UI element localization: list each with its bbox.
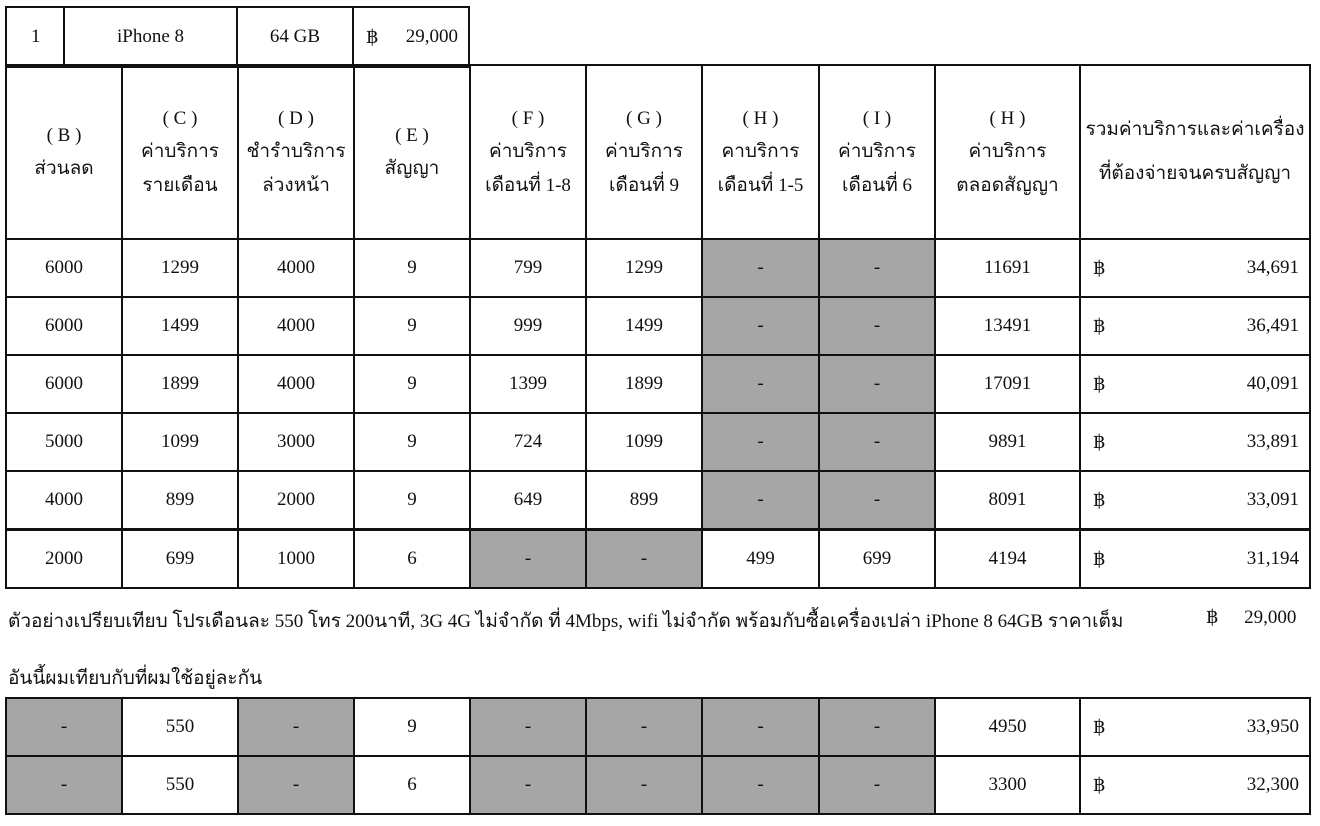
grand-total-value: 32,300	[1246, 773, 1299, 795]
fee-month-1-5-cell: -	[702, 239, 819, 297]
currency-symbol: ฿	[1093, 548, 1106, 570]
header-code: ( I )	[862, 108, 892, 130]
contract-cell: 9	[354, 355, 470, 413]
header-code: ( H )	[989, 108, 1026, 130]
comparison-note-price	[1206, 606, 1296, 629]
header-code: ( E )	[395, 124, 429, 146]
header-label: สัญญา	[384, 158, 440, 179]
contract-cell: 6	[354, 756, 470, 814]
header-contract	[354, 65, 470, 239]
grand-total-cell	[1080, 413, 1310, 471]
product-index: 1	[6, 7, 64, 67]
total-service-cell: 4194	[935, 530, 1080, 589]
contract-cell: 9	[354, 239, 470, 297]
discount-cell: -	[6, 756, 122, 814]
discount-cell: 6000	[6, 297, 122, 355]
monthly-fee-cell: 1499	[122, 297, 238, 355]
fee-month-6-cell: -	[819, 355, 935, 413]
header-fee-month-9	[586, 65, 702, 239]
grand-total-cell	[1080, 698, 1310, 756]
header-label: เดือนที่ 9	[608, 174, 679, 196]
header-advance-payment	[238, 65, 354, 239]
fee-month-6-cell: -	[819, 698, 935, 756]
total-service-cell: 13491	[935, 297, 1080, 355]
currency-symbol: ฿	[1093, 489, 1106, 511]
header-label: ค่าบริการ	[837, 141, 917, 163]
header-fee-month-6	[819, 65, 935, 239]
fee-month-9-cell: -	[586, 530, 702, 589]
fee-month-9-cell: 1099	[586, 413, 702, 471]
contract-cell: 6	[354, 530, 470, 589]
fee-month-1-5-cell: -	[702, 698, 819, 756]
table-row	[6, 530, 1310, 589]
grand-total-cell	[1080, 471, 1310, 530]
grand-total-cell	[1080, 297, 1310, 355]
contract-cell: 9	[354, 471, 470, 530]
header-label: ที่ต้องจ่ายจนครบสัญญา	[1098, 163, 1292, 184]
total-service-cell: 17091	[935, 355, 1080, 413]
table-row	[6, 239, 1310, 297]
price-value: 29,000	[1244, 607, 1297, 628]
fee-month-1-8-cell: -	[470, 698, 586, 756]
discount-cell: 6000	[6, 355, 122, 413]
grand-total-value: 40,091	[1246, 372, 1299, 394]
fee-month-1-8-cell: -	[470, 756, 586, 814]
contract-cell: 9	[354, 698, 470, 756]
grand-total-value: 31,194	[1246, 547, 1299, 569]
header-discount	[6, 65, 122, 239]
product-capacity: 64 GB	[237, 7, 353, 67]
header-fee-month-1-8	[470, 65, 586, 239]
monthly-fee-cell: 699	[122, 530, 238, 589]
discount-cell: -	[6, 698, 122, 756]
pricing-table-body	[6, 239, 1310, 588]
grand-total-cell	[1080, 239, 1310, 297]
total-service-cell: 9891	[935, 413, 1080, 471]
grand-total-value: 33,950	[1246, 715, 1299, 737]
fee-month-6-cell: -	[819, 297, 935, 355]
product-price	[353, 7, 469, 67]
discount-cell: 6000	[6, 239, 122, 297]
header-label: ชำรำบริการ	[246, 141, 346, 163]
product-summary-row	[6, 7, 469, 67]
fee-month-9-cell: -	[586, 756, 702, 814]
grand-total-value: 33,091	[1246, 488, 1299, 510]
advance-payment-cell: -	[238, 698, 354, 756]
header-label: ตลอดสัญญา	[956, 174, 1059, 196]
fee-month-1-5-cell: 499	[702, 530, 819, 589]
header-label: คาบริการ	[721, 141, 800, 163]
table-row	[6, 413, 1310, 471]
total-service-cell: 3300	[935, 756, 1080, 814]
product-summary-table	[5, 6, 470, 68]
total-service-cell: 11691	[935, 239, 1080, 297]
total-service-cell: 4950	[935, 698, 1080, 756]
contract-cell: 9	[354, 413, 470, 471]
product-model: iPhone 8	[64, 7, 237, 67]
comparison-table	[5, 697, 1311, 815]
advance-payment-cell: -	[238, 756, 354, 814]
header-label: ส่วนลด	[34, 158, 94, 179]
fee-month-9-cell: 1899	[586, 355, 702, 413]
fee-month-1-5-cell: -	[702, 297, 819, 355]
discount-cell: 2000	[6, 530, 122, 589]
comparison-table-body	[6, 698, 1310, 814]
currency-symbol: ฿	[1093, 774, 1106, 796]
contract-cell: 9	[354, 297, 470, 355]
header-monthly-fee	[122, 65, 238, 239]
header-code: ( G )	[626, 108, 662, 130]
header-label: รายเดือน	[142, 174, 218, 196]
table-row	[6, 471, 1310, 530]
fee-month-6-cell: -	[819, 471, 935, 530]
fee-month-6-cell: -	[819, 756, 935, 814]
header-code: ( F )	[511, 108, 545, 130]
header-grand-total	[1080, 65, 1310, 239]
fee-month-1-8-cell: 649	[470, 471, 586, 530]
fee-month-1-5-cell: -	[702, 756, 819, 814]
monthly-fee-cell: 1099	[122, 413, 238, 471]
monthly-fee-cell: 550	[122, 698, 238, 756]
currency-symbol: ฿	[1206, 607, 1219, 628]
fee-month-1-5-cell: -	[702, 355, 819, 413]
header-code: ( H )	[742, 108, 779, 130]
monthly-fee-cell: 899	[122, 471, 238, 530]
table-row	[6, 297, 1310, 355]
header-label: ค่าบริการ	[968, 141, 1047, 163]
advance-payment-cell: 4000	[238, 239, 354, 297]
fee-month-6-cell: -	[819, 239, 935, 297]
grand-total-cell	[1080, 530, 1310, 589]
header-label: เดือนที่ 1-8	[485, 174, 571, 196]
fee-month-1-8-cell: 999	[470, 297, 586, 355]
discount-cell: 4000	[6, 471, 122, 530]
currency-symbol: ฿	[366, 26, 379, 48]
header-label: รวมค่าบริการและค่าเครื่อง	[1085, 119, 1305, 141]
monthly-fee-cell: 550	[122, 756, 238, 814]
pricing-table	[5, 64, 1311, 589]
currency-symbol: ฿	[1093, 257, 1106, 279]
header-row	[6, 65, 1310, 239]
advance-payment-cell: 3000	[238, 413, 354, 471]
header-label: ค่าบริการ	[604, 141, 684, 163]
advance-payment-cell: 1000	[238, 530, 354, 589]
table-row	[6, 355, 1310, 413]
header-code: ( C )	[162, 108, 198, 130]
table-row	[6, 698, 1310, 756]
monthly-fee-cell: 1299	[122, 239, 238, 297]
header-label: เดือนที่ 6	[841, 174, 912, 196]
currency-symbol: ฿	[1093, 716, 1106, 738]
fee-month-1-8-cell: 724	[470, 413, 586, 471]
grand-total-cell	[1080, 355, 1310, 413]
fee-month-1-5-cell: -	[702, 413, 819, 471]
monthly-fee-cell: 1899	[122, 355, 238, 413]
grand-total-cell	[1080, 756, 1310, 814]
fee-month-1-8-cell: 1399	[470, 355, 586, 413]
grand-total-value: 33,891	[1246, 430, 1299, 452]
total-service-cell: 8091	[935, 471, 1080, 530]
header-label: ค่าบริการ	[140, 141, 220, 163]
currency-symbol: ฿	[1093, 373, 1106, 395]
fee-month-6-cell: -	[819, 413, 935, 471]
advance-payment-cell: 2000	[238, 471, 354, 530]
header-code: ( D )	[278, 108, 314, 130]
header-label: ค่าบริการ	[488, 141, 568, 163]
advance-payment-cell: 4000	[238, 297, 354, 355]
fee-month-9-cell: 899	[586, 471, 702, 530]
table-row	[6, 756, 1310, 814]
grand-total-value: 34,691	[1246, 256, 1299, 278]
fee-month-6-cell: 699	[819, 530, 935, 589]
header-code: ( B )	[46, 124, 82, 146]
currency-symbol: ฿	[1093, 315, 1106, 337]
fee-month-9-cell: -	[586, 698, 702, 756]
fee-month-1-8-cell: -	[470, 530, 586, 589]
header-label: ล่วงหน้า	[262, 174, 330, 196]
currency-symbol: ฿	[1093, 431, 1106, 453]
comparison-subnote: อันนี้ผมเทียบกับที่ผมใช้อยู่ละกัน	[8, 668, 263, 689]
header-total-service	[935, 65, 1080, 239]
fee-month-1-8-cell: 799	[470, 239, 586, 297]
fee-month-9-cell: 1499	[586, 297, 702, 355]
fee-month-9-cell: 1299	[586, 239, 702, 297]
comparison-note: ตัวอย่างเปรียบเทียบ โปรเดือนละ 550 โทร 200นาที, 3G 4G ไม่จำกัด ที่ 4Mbps, wifi ไม่จำกัด พร้อมกับซื้อเครื่องเปล่า iPhone 8 64GB ราคาเต็ม	[8, 611, 1124, 632]
advance-payment-cell: 4000	[238, 355, 354, 413]
discount-cell: 5000	[6, 413, 122, 471]
header-label: เดือนที่ 1-5	[717, 174, 804, 196]
header-fee-month-1-5	[702, 65, 819, 239]
price-value: 29,000	[405, 25, 458, 47]
grand-total-value: 36,491	[1246, 314, 1299, 336]
fee-month-1-5-cell: -	[702, 471, 819, 530]
